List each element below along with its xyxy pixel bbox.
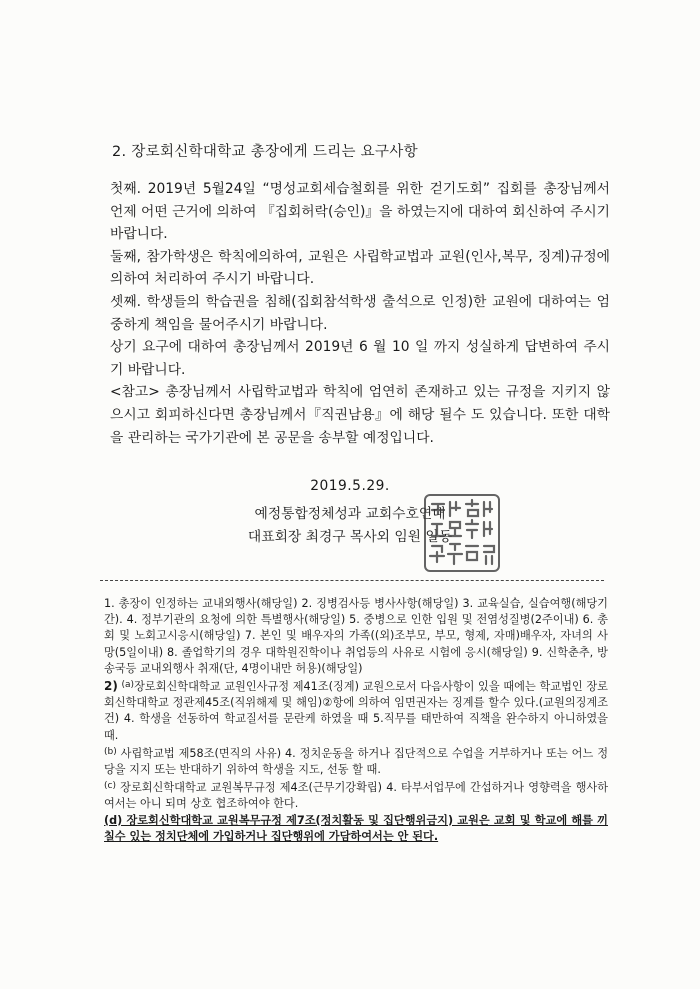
paragraph-reference: <참고> 총장님께서 사립학교법과 학칙에 엄연히 존재하고 있는 규정을 지키지 않으시고 회피하신다면 총장님께서『직권남용』에 해당 될수 도 있습니다. 또한 대학을 관리하는 국가기관에 본 공문을 송부할 예정입니다. — [110, 384, 610, 446]
footnote-2a-label: (a) — [121, 680, 135, 691]
footnote-2d: (d) 장로회신학대학교 교원복무규정 제7조(정치활동 및 집단행위금지) 교원은 교회 및 학교에 해를 끼칠수 있는 정치단체에 가입하거나 집단행위에 가담하여서는 안 된다. — [104, 813, 608, 843]
footnotes — [104, 596, 608, 845]
footnote-2b — [104, 744, 608, 778]
paragraph-third: 셋째. 학생들의 학습권을 침해(집회참석학생 출석으로 인정)한 교원에 대하여는 엄중하게 책임을 물어주시기 바랍니다. — [110, 293, 610, 333]
footnote-2c-text: 장로회신학대학교 교원복무규정 제4조(근무기강확립) 4. 타부서업무에 간섭하거나 영향력을 행사하여서는 아니 되며 상호 협조하여야 한다. — [104, 781, 608, 811]
section-divider — [100, 580, 604, 581]
section-heading: 2. 장로회신학대학교 총장에게 드리는 요구사항 — [112, 144, 418, 160]
organization-seal-stamp — [424, 494, 500, 572]
footnote-2b-label: (b) — [104, 746, 117, 757]
footnote-2a — [104, 677, 608, 744]
organization-name: 예정통합정체성과 교회수호연대 — [254, 506, 446, 522]
paragraph-second: 둘째, 참가학생은 학칙에의하여, 교원은 사립학교법과 교원(인사,복무, 징계)규정에 의하여 처리하여 주시기 바랍니다. — [110, 248, 610, 288]
footnote-2c — [104, 778, 608, 812]
document-date: 2019.5.29. — [310, 478, 390, 494]
footnote-2-marker: 2) — [104, 679, 118, 694]
seal-glyph-icon — [426, 496, 498, 570]
signatory-line: 대표회장 최경구 목사외 임원 일동 — [247, 529, 453, 545]
footnote-2a-text: 장로회신학대학교 교원인사규정 제41조(징계) 교원으로서 다음사항이 있을 때에는 학교법인 장로회신학대학교 정관제45조(직위해제 및 해임)②항에 의하여 임면권자는 징계를 할수 있다.(교원의징계조건) 4. 학생을 선동하여 학교질서를 문란케 하였을 때 5.직무를 태만하여 직책을 완수하지 아니하였을 때. — [104, 680, 608, 742]
paragraph-first: 첫째. 2019년 5월24일 “명성교회세습철회를 위한 걷기도회” 집회를 총장님께서 언제 어떤 근거에 의하여 『집회허락(승인)』을 하였는지에 대하여 회신하여 주시기 바랍니다. — [110, 181, 610, 243]
paragraph-deadline: 상기 요구에 대하여 총장님께서 2019년 6 월 10 일 까지 성실하게 답변하여 주시기 바랍니다. — [110, 339, 610, 378]
footnote-1: 1. 총장이 인정하는 교내외행사(해당일) 2. 징병검사등 병사사항(해당일) 3. 교육실습, 실습여행(해당기간). 4. 정부기관의 요청에 의한 특별행사(해당일) 5. 중병으로 인한 입원 및 전염성질병(2주이내) 6. 총회 및 노회고시응시(해당일) 7. 본인 및 배우자의 가족((외)조부모, 부모, 형제, 자매)배우자, 자녀의 사망(5일이내) 8. 졸업학기의 경우 대학원진학이나 취업등의 사유로 시험에 응시(해당일) 9. 신학춘추, 방송국등 교내외행사 취재(단, 4명이내만 허용)(해당일) — [104, 597, 608, 675]
request-paragraphs — [110, 178, 610, 449]
footnote-2b-text: 사립학교법 제58조(면직의 사유) 4. 정치운동을 하거나 집단적으로 수업을 거부하거나 또는 어느 정당을 지지 또는 반대하기 위하여 학생을 지도, 선동 할 때. — [104, 746, 608, 777]
footnote-2c-label: (c) — [104, 781, 116, 792]
